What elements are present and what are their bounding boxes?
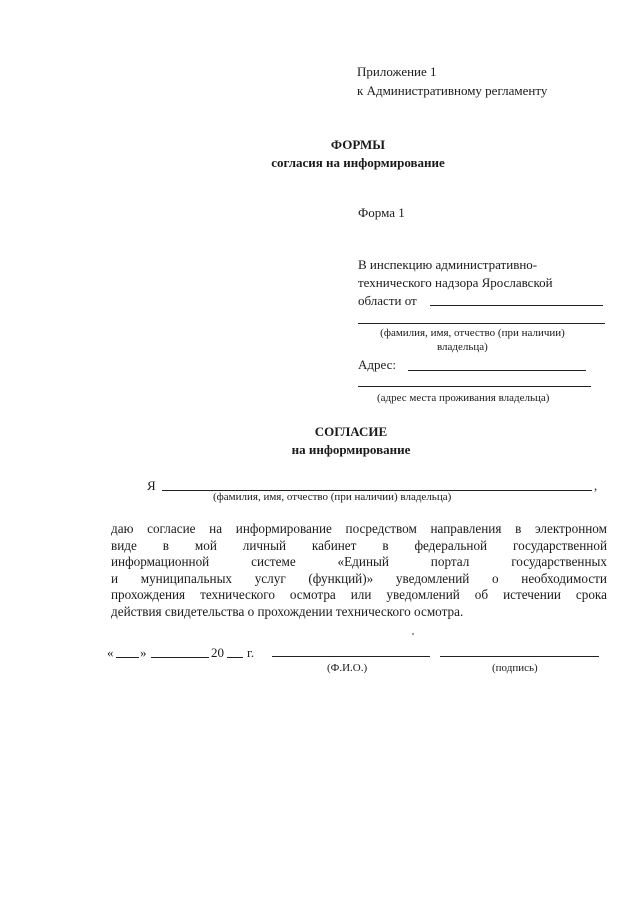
consent-text-line: и муниципальных услуг (функций)» уведомлений о необходимости [111, 570, 607, 586]
declarant-suffix: , [594, 478, 598, 493]
signature-field[interactable] [440, 656, 599, 657]
consent-text-line: информационной системе «Единый портал государственных [111, 554, 607, 569]
fio-field[interactable] [272, 656, 430, 657]
consent-text-line: виде в мой личный кабинет в федеральной государственной [111, 537, 607, 553]
consent-subtitle: на информирование [291, 442, 411, 457]
date-close-quote: » [140, 645, 147, 660]
appendix-line-1: Приложение 1 [357, 64, 437, 79]
forms-title: ФОРМЫ [330, 137, 386, 152]
applicant-name-field-line-2[interactable] [358, 323, 605, 324]
consent-text [111, 521, 607, 620]
address-caption: (адрес места проживания владельца) [377, 392, 550, 404]
consent-title: СОГЛАСИЕ [314, 424, 388, 439]
date-month-field[interactable] [151, 657, 209, 658]
address-label: Адрес: [358, 357, 396, 372]
appendix-line-2: к Административному регламенту [357, 83, 548, 98]
scan-artifact [412, 633, 414, 635]
applicant-name-caption: (фамилия, имя, отчество (при наличии) [380, 327, 565, 339]
declarant-prefix: Я [147, 478, 156, 493]
applicant-name-caption-2: владельца) [437, 341, 488, 353]
declarant-caption: (фамилия, имя, отчество (при наличии) владельца) [213, 491, 452, 503]
consent-text-line: прохождения технического осмотра или уведомлений об истечении срока [111, 587, 607, 602]
form-number: Форма 1 [358, 205, 405, 220]
year-prefix: 20 [211, 645, 224, 660]
year-suffix: г. [247, 645, 255, 660]
date-year-field[interactable] [227, 657, 243, 658]
addressee-line-2: технического надзора Ярославской [358, 275, 553, 290]
signature-caption: (подпись) [492, 662, 538, 674]
forms-subtitle: согласия на информирование [271, 155, 445, 170]
consent-text-line: действия свидетельства о прохождении технического осмотра. [111, 603, 464, 619]
addressee-line-1: В инспекцию административно- [358, 257, 538, 272]
applicant-name-field[interactable] [430, 305, 603, 306]
consent-text-line: даю согласие на информирование посредством направления в электронном [111, 521, 607, 536]
addressee-line-3: области от [358, 293, 417, 308]
address-field-line-2[interactable] [358, 386, 591, 387]
fio-caption: (Ф.И.О.) [327, 662, 368, 674]
date-open-quote: « [107, 645, 114, 660]
date-day-field[interactable] [116, 657, 139, 658]
address-field[interactable] [408, 370, 586, 371]
